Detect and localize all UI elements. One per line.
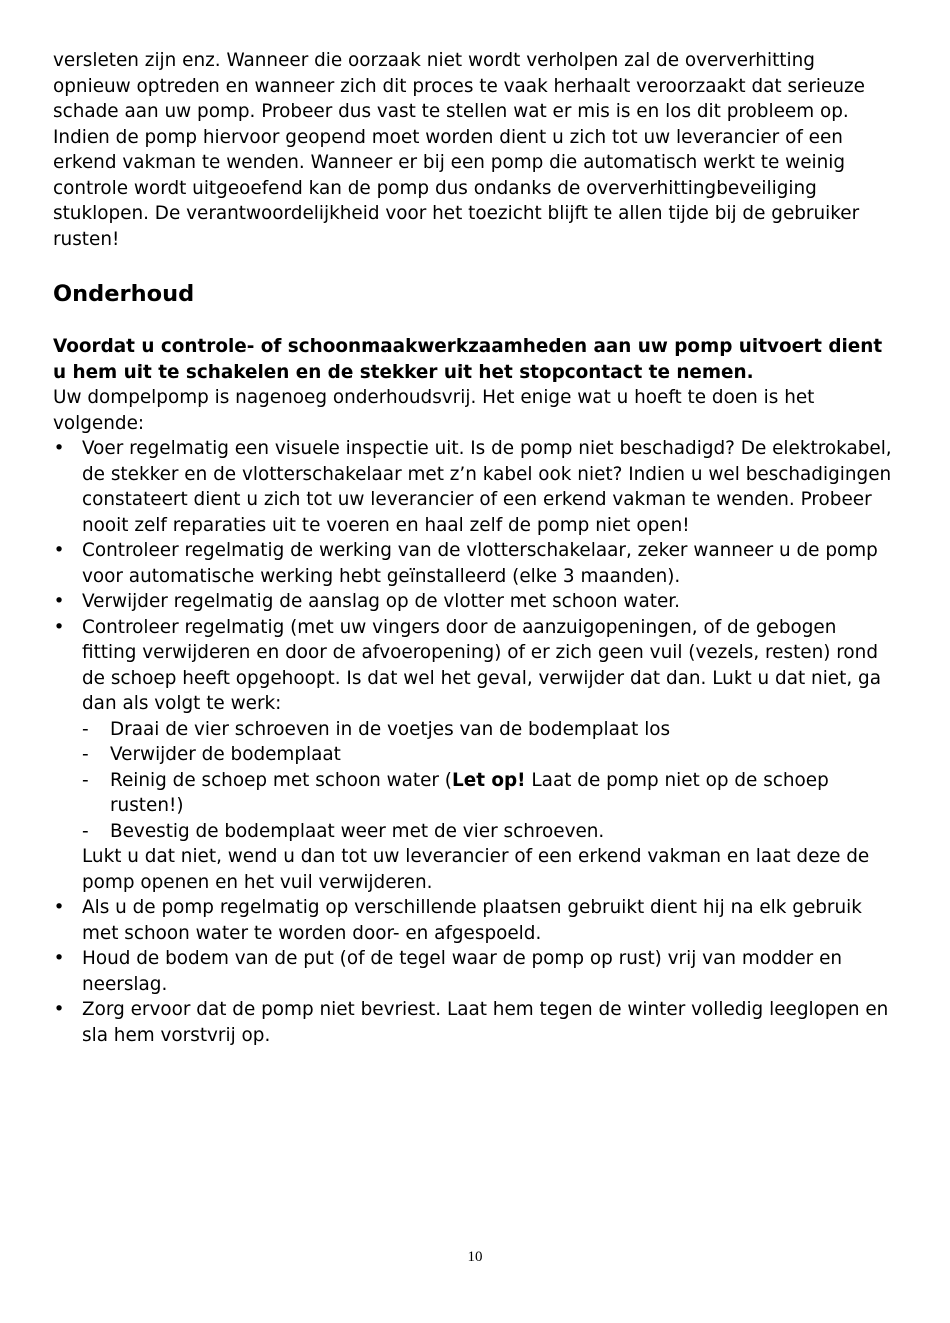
step-item <box>82 717 893 743</box>
page-number: 10 <box>467 1249 483 1265</box>
after-steps-text: Lukt u dat niet, wend u dan tot uw leverancier of een erkend vakman en laat deze de pomp openen en het vuil verwijderen. <box>82 846 870 893</box>
list-item-text: Controleer regelmatig de werking van de vlotterschakelaar, zeker wanneer u de pomp voor automatische werking hebt geïnstalleerd (elke 3 maanden). <box>82 540 878 587</box>
bullet-icon: • <box>53 540 65 561</box>
step-text: Verwijder de bodemplaat <box>110 744 341 765</box>
section-intro: Uw dompelpomp is nagenoeg onderhoudsvrij. Het enige wat u hoeft te doen is het volgende: <box>53 387 815 434</box>
list-item <box>53 946 893 997</box>
list-item-text: Als u de pomp regelmatig op verschillende plaatsen gebruikt dient hij na elk gebruik met schoon water te worden door- en afgespoeld. <box>82 897 862 944</box>
list-item <box>53 436 893 538</box>
step-item <box>82 742 893 768</box>
list-item-text: Verwijder regelmatig de aanslag op de vlotter met schoon water. <box>82 591 680 612</box>
caution-label: Let op! <box>452 769 526 791</box>
bullet-icon: • <box>53 897 65 918</box>
list-item-text: Zorg ervoor dat de pomp niet bevriest. Laat hem tegen de winter volledig leeglopen en sla hem vorstvrij op. <box>82 999 889 1046</box>
dash-icon: - <box>82 744 89 765</box>
bullet-icon: • <box>53 999 65 1020</box>
maintenance-list <box>53 436 893 1048</box>
document-page <box>53 48 893 1048</box>
list-item-text: Houd de bodem van de put (of de tegel waar de pomp op rust) vrij van modder en neerslag. <box>82 948 843 995</box>
intro-paragraph: versleten zijn enz. Wanneer die oorzaak niet wordt verholpen zal de oververhitting opnieuw optreden en wanneer zich dit proces te vaak herhaalt veroorzaakt dat serieuze schade aan uw pomp. Probeer dus vast te stellen wat er mis is en los dit probleem op. Indien de pomp hiervoor geopend moet worden dient u zich tot uw leverancier of een erkend vakman te wenden. Wanneer er bij een pomp die automatisch werkt te weinig controle wordt uitgeoefend kan de pomp dus ondanks de oververhittingbeveiliging stuklopen. De verantwoordelijkheid voor het toezicht blijft te allen tijde bij de gebruiker rusten! <box>53 50 865 250</box>
step-text-before: Reinig de schoep met schoon water ( <box>110 769 452 791</box>
list-item <box>53 615 893 896</box>
bullet-icon: • <box>53 438 65 459</box>
list-item <box>53 538 893 589</box>
section-heading: Onderhoud <box>53 281 195 307</box>
list-item-text: Controleer regelmatig (met uw vingers door de aanzuigopeningen, of de gebogen fitting verwijderen en door de afvoeropening) of er zich geen vuil (vezels, resten) rond de schoep heeft opgehoopt. Is dat wel het geval, verwijder dat dan. Lukt u dat niet, ga dan als volgt te werk: <box>82 616 881 714</box>
dash-icon: - <box>82 769 89 791</box>
safety-warning: Voordat u controle- of schoonmaakwerkzaamheden aan uw pomp uitvoert dient u hem uit te schakelen en de stekker uit het stopcontact te nemen. <box>53 336 883 383</box>
bullet-icon: • <box>53 591 65 612</box>
list-item <box>53 997 893 1048</box>
dash-icon: - <box>82 820 89 842</box>
cleaning-steps-list <box>82 717 893 845</box>
step-text: Bevestig de bodemplaat weer met de vier schroeven. <box>110 820 605 842</box>
list-item-text: Voer regelmatig een visuele inspectie uit. Is de pomp niet beschadigd? De elektrokabel, de stekker en de vlotterschakelaar met z’n kabel ook niet? Indien u wel beschadigingen constateert dient u zich tot uw leverancier of een erkend vakman te wenden. Probeer nooit zelf reparaties uit te voeren en haal zelf de pomp niet open! <box>82 438 892 536</box>
bullet-icon: • <box>53 616 65 638</box>
list-item <box>53 895 893 946</box>
step-text: Draai de vier schroeven in de voetjes van de bodemplaat los <box>110 718 671 740</box>
step-item <box>82 768 893 819</box>
step-item <box>82 819 893 845</box>
step-text-after: Laat de pomp niet op de schoep rusten!) <box>110 769 829 816</box>
list-item <box>53 589 893 615</box>
bullet-icon: • <box>53 948 65 969</box>
dash-icon: - <box>82 718 89 740</box>
